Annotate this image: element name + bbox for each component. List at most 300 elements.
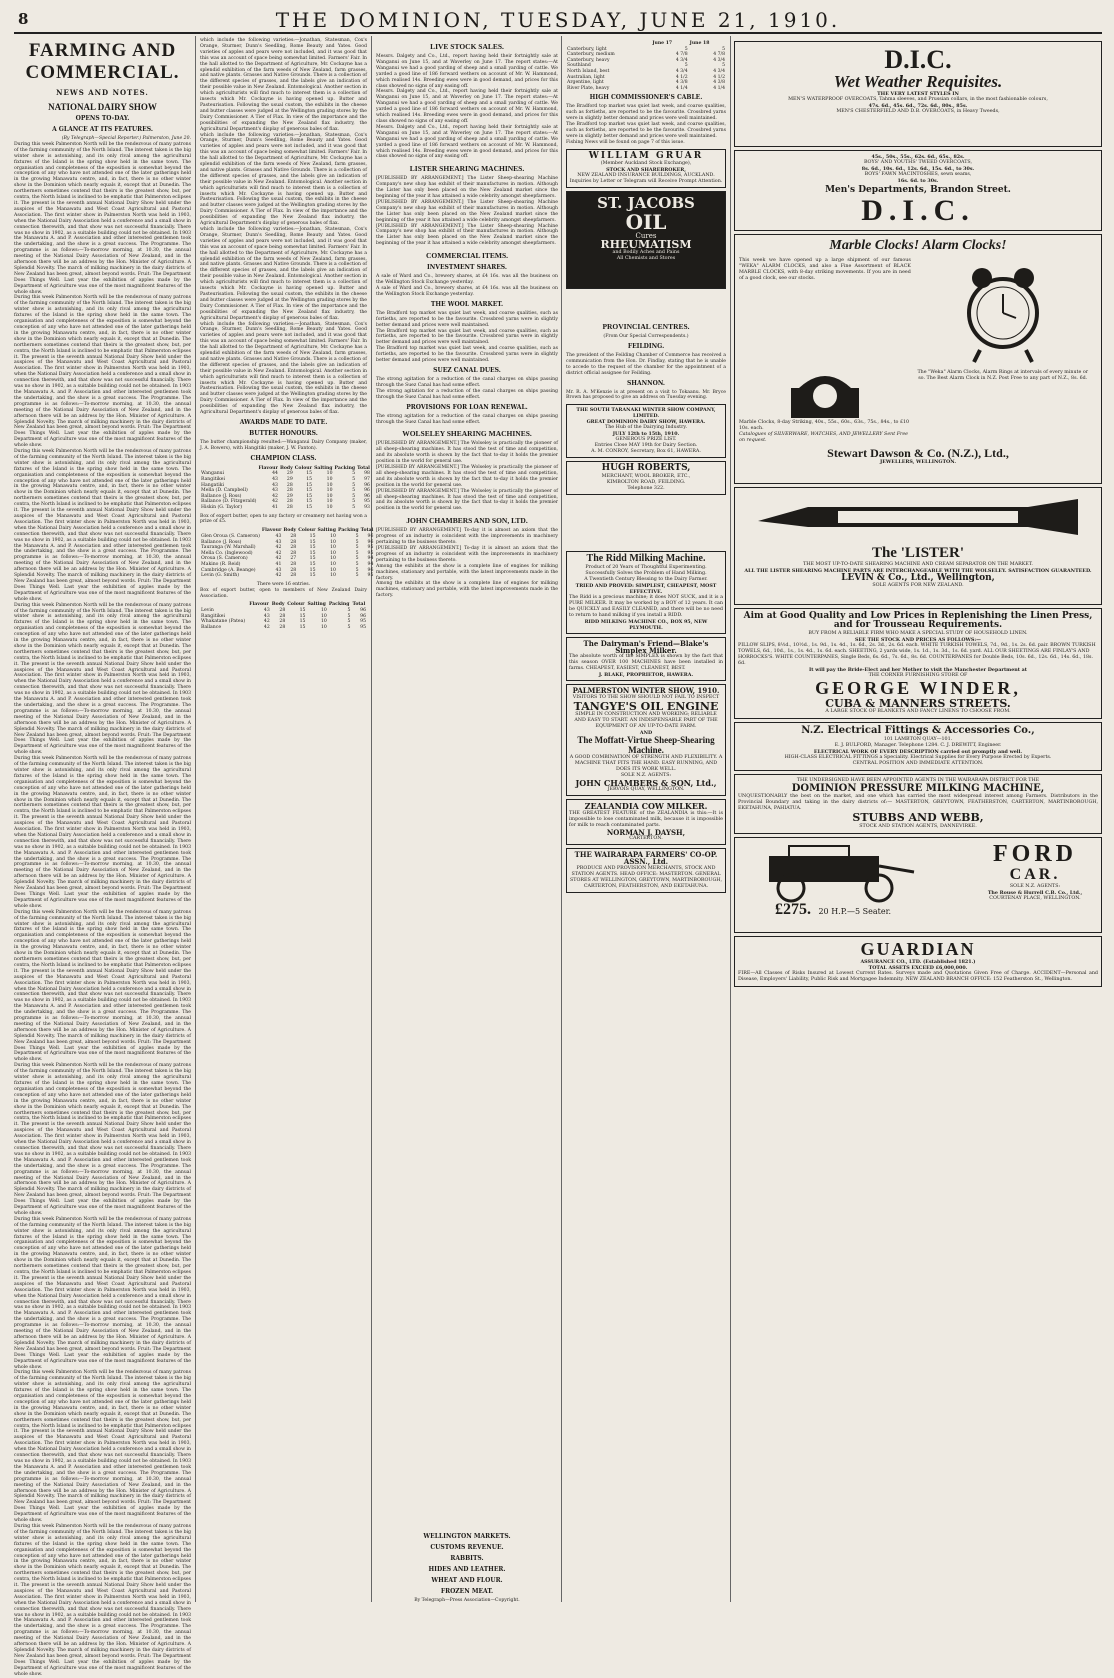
table-cell: 42 — [275, 545, 282, 551]
wool-body-repeat: The Bradford top market was quiet last week, and coarse qualities, such as fortieths, are reported to be the favourite. Crossbred yarns were in slightly better demand and prices were well maintained. — [566, 104, 726, 122]
table-cell: 28 — [286, 504, 293, 510]
article-body-repeat: During this week Palmerston North will be the rendezvous of many patrons of the farming community of the North Island. The interest taken is the big winter show is astonishing, and its only rival among the agricultural fixtures of the Island is the spring show held in the same town. The organisation and completeness of the exposition is somewhat beyond the conception of any who have not attended one of the later gatherings held in the growing Manawatu centre, and, in fact, there is no other winter show in the Dominion which nearly equals it, except that at Dunedin. The northerners sometimes contend that theirs is the greatest show, but, per contra, the North Island is inclined to be emphatic that Palmerston eclipses it. The present is the seventh annual National Dairy Show held under the auspices of the Manawatu and West Coast Agricultural and Pastoral Association. The first winter show in Palmerston North was held in 1903, when the National Dairy Association held a conference and a small show in connection therewith, and that show was not successful financially. There was no show in 1902, as a suitable building could not be obtained. In 1903 the Manawatu A. and P. Association and other interested gentlemen took the undertaking, and the show is a great success. The Programme. The programme is as follows:—To-morrow morning, at 10.30, the annual meeting of the National Dairy Association of New Zealand, and in the afternoon there will be an address by the Hon. Minister of Agriculture. A Splendid Novelty. The march of milking machinery in the dairy districts of New Zealand has been great, almost beyond words. Fruit: The Department Does Things Well. Last year the exhibition of apples made by the Department of Agriculture was one of the most magnificent features of the whole show. — [14, 449, 191, 602]
table-cell: 15 — [299, 608, 306, 614]
wairarapa-title: THE WAIRARAPA FARMERS' CO-OP. ASSN., Ltd. — [574, 850, 718, 867]
table-cell: 28 — [290, 539, 297, 545]
linen-see: SEE THE STOCK AND PRICES AS FOLLOWS:— — [855, 636, 981, 643]
table-cell: 5 — [355, 539, 359, 545]
table-row — [200, 573, 374, 579]
table-header-cell: Colour — [298, 528, 316, 534]
table-cell: 15 — [299, 613, 306, 619]
table-header-cell: Flavour — [261, 528, 282, 534]
table-header-cell: Body — [283, 528, 297, 534]
table-cell: 15 — [306, 488, 313, 494]
article-headline: NATIONAL DAIRY SHOW — [48, 102, 157, 112]
table-cell: 43 — [263, 613, 270, 619]
table-header-cell: Packing — [334, 465, 356, 471]
provincial-column-spacer — [642, 38, 726, 308]
table-cell: 4 3/4 — [675, 68, 688, 74]
table-cell: 95 — [360, 619, 366, 625]
provincial-subtitle: (From Our Special Correspondents.) — [603, 334, 689, 339]
jacobs-line3: Cures — [635, 231, 657, 240]
table-cell: 28 — [290, 545, 297, 551]
wool-title: THE WOOL MARKET. — [430, 300, 504, 308]
ford-addr: COURTENAY PLACE, WELLINGTON. — [989, 895, 1081, 901]
table-header-cell: Body — [271, 602, 285, 608]
table-cell: 28 — [286, 488, 293, 494]
jacobs-line2: OIL — [625, 209, 667, 234]
table-cell: 41 — [272, 504, 278, 510]
dic-line4: BOYS' FAWN MACINTOSHES, sewn seams, — [864, 172, 972, 177]
chambers-body-repeat: [PUBLISHED BY ARRANGEMENT.] To-day it is almost an axiom that the progress of an industry is coincident with the improvements in machinery pertaining to the business thereto. — [376, 546, 558, 563]
chambers-name: JOHN CHAMBERS & SON, Ltd., — [575, 777, 717, 788]
wairarapa-ad — [566, 848, 726, 893]
table-cell: 5 — [355, 561, 359, 567]
table-header-cell: Total — [357, 465, 370, 471]
investment-body: A sale of Ward and Co., brewery shares, at £4 16s. was all the business on the Wellington Stock Exchange yesterday. — [376, 274, 558, 286]
table-cell: 10 — [326, 488, 333, 494]
table-header-cell: Salting — [307, 602, 326, 608]
zealandia-ad — [566, 799, 726, 845]
table-cell: 5 — [352, 482, 356, 488]
table-cell: Hangatiki — [201, 482, 224, 488]
table-cell: North Island, best — [567, 68, 610, 74]
table-header-cell: June 18 — [689, 41, 710, 46]
investment-title: INVESTMENT SHARES. — [427, 264, 507, 272]
lister-body-repeat: [PUBLISHED BY ARRANGEMENT.] The Lister Sheep-shearing Machine Company's new shop has exhibit of their manufactures in motion. Although the Lister has only been placed on the New Zealand market since the beginning of the year it has attained a wide celebrity amongst sheepfarmers. — [376, 223, 558, 247]
table-cell: 94 — [367, 556, 374, 562]
table-cell: Southland — [567, 63, 591, 69]
table-cell: 15 — [299, 624, 306, 630]
lister-ad-title: The 'LISTER' — [871, 544, 965, 561]
table-cell: 15 — [299, 619, 306, 625]
gruar-name: WILLIAM GRUAR — [588, 150, 704, 161]
article-body-repeat: During this week Palmerston North will be the rendezvous of many patrons of the farming community of the North Island. The interest taken is the big winter show is astonishing, and its only rival among the agricultural fixtures of the Island is the spring show held in the same town. The organisation and completeness of the exposition is somewhat beyond the conception of any who have not attended one of the later gatherings held in the growing Manawatu centre, and, in fact, there is no other winter show in the Dominion which nearly equals it, except that at Dunedin. The northerners sometimes contend that theirs is the greatest show, but, per contra, the North Island is inclined to be emphatic that Palmerston eclipses it. The present is the seventh annual National Dairy Show held under the auspices of the Manawatu and West Coast Agricultural and Pastoral Association. The first winter show in Palmerston North was held in 1903, when the National Dairy Association held a conference and a small show in connection therewith, and that show was not successful financially. There was no show in 1902, as a suitable building could not be obtained. In 1903 the Manawatu A. and P. Association and other interested gentlemen took the undertaking, and the show is a great success. The Programme. The programme is as follows:—To-morrow morning, at 10.30, the annual meeting of the National Dairy Association of New Zealand, and in the afternoon there will be an address by the Hon. Minister of Agriculture. A Splendid Novelty. The march of milking machinery in the dairy districts of New Zealand has been great, almost beyond words. Fruit: The Department Does Things Well. Last year the exhibition of apples made by the Department of Agriculture was one of the most magnificent features of the whole show. — [14, 1370, 191, 1524]
section-subtitle: NEWS AND NOTES. — [56, 88, 149, 97]
table-cell: 5 — [347, 608, 351, 614]
column-rule — [371, 36, 372, 1602]
blake-footer: J. BLAKE, PROPRIETOR, HAWERA. — [598, 672, 694, 679]
table-cell: 5 — [352, 477, 356, 482]
ford-price: £275. — [775, 900, 811, 918]
wellington-title: WELLINGTON MARKETS. — [423, 1533, 511, 1540]
box-footer: There were 16 entries. — [256, 581, 311, 587]
clocks-title: Marble Clocks! Alarm Clocks! — [829, 237, 1007, 253]
table-cell: 10 — [320, 624, 327, 630]
electrical-line2: HIGH-CLASS ELECTRICAL FITTINGS a Speciality. Electrical Supplies for Every Purpose Erected by Experts. — [784, 754, 1052, 760]
wairarapa-body: PRODUCE AND PROVISION MERCHANTS, STOCK AND STATION AGENTS. HEAD OFFICE: MASTERTON. GENERAL STORES AT WELLINGTON, GREYTOWN, MARTINBOROUGH, CARTERTON, FEATHERSTON, AND EKETAHUNA. — [569, 865, 723, 889]
article-deck-2: A GLANCE AT ITS FEATURES. — [52, 126, 153, 133]
great-dairy: GREAT DOMINION DAIRY SHOW, HAWERA. — [586, 419, 706, 426]
champion-title: CHAMPION CLASS. — [250, 454, 317, 462]
table-cell: 43 — [275, 539, 282, 545]
table-cell: 42 — [275, 573, 282, 579]
table-cell: 27 — [290, 556, 297, 562]
dic-logo: D.I.C. — [861, 194, 975, 228]
table-cell: 5 — [347, 613, 351, 619]
ford-agents: SOLE N.Z. AGENTS: — [1009, 883, 1061, 889]
table-cell: 4 3/4 — [713, 68, 725, 74]
table-cell: 96 — [367, 567, 374, 573]
table-header-cell: Salting — [317, 528, 336, 534]
ridd-line2: Successfully Solves the Problem of Hand Milking. — [585, 570, 707, 576]
chambers-title: JOHN CHAMBERS AND SON, LTD. — [406, 516, 528, 526]
dic-dept: Men's Departments, Brandon Street. — [825, 185, 1011, 195]
investment-body-repeat: A sale of Ward and Co., brewery shares, at £4 16s. was all the business on the Wellington Stock Exchange yesterday. — [376, 286, 558, 297]
table-header-cell: Body — [279, 465, 293, 471]
hub: The Hub of the Dairying Industry. — [605, 425, 687, 431]
dic-latest: THE VERY LATEST STYLES IN — [877, 91, 959, 98]
linen-ad — [734, 608, 1102, 719]
stubbs-line: STOCK AND STATION AGENTS, DANNEVIRKE. — [859, 823, 977, 829]
table-cell: Whakatane (Patea) — [201, 619, 246, 625]
provincial-title: PROVINCIAL CENTRES. — [602, 322, 690, 331]
table-cell: 5 — [722, 46, 725, 52]
clocks-weka: The "Weka" Alarm Clocks, Alarm Rings at intervals of every minute or so. The Best Alarm Clock in N.Z. Post Free to any part of N.Z., 8s. 6d. — [917, 369, 1089, 381]
linen-list: PILLOW SLIPS, 8½d., 10½d., 1s. 9d., 1s. 4d., 1s. 6d., 2s. 3d., 2s. 6d. each. WHITE TURKISH TOWELS, 7d., 9d., 1s. 2s. 6d. pair. BROWN TURKISH TOWELS, 6d., 10d., 1s., 1s. 4d., 1s. 6d. each. SHEETING, 2 yards wide, 1s. 1d., 1s. 3d., 1s. 6d. yard. ALL OUR SHEETINGS ARE FINLAY'S AND HORROCKS'S. WHITE COUNTERPANES, Single Beds, 6s. 6d., 7s. 6d., 8s. 6d. COUNTERPANES for Double Beds, 10s. 6d., 12s. 6d., 14s. 6d., 18s. 6d. — [738, 642, 1096, 666]
jacobs-line6: All Chemists and Stores — [616, 256, 676, 262]
table-cell: 4 3/4 — [675, 57, 688, 63]
awards-title: AWARDS MADE TO DATE. — [239, 419, 328, 426]
article-deck: OPENS TO-DAY. — [75, 115, 130, 122]
ridd-title: The Ridd Milking Machine. — [586, 553, 706, 564]
clocks-catalogue: Catalogues of SILVERWARE, WATCHES, AND JEWELLERY Sent Free on request. — [739, 431, 908, 443]
article-body-repeat: During this week Palmerston North will be the rendezvous of many patrons of the farming community of the North Island. The interest taken is the big winter show is astonishing, and its only rival among the agricultural fixtures of the Island is the spring show held in the same town. The organisation and completeness of the exposition is somewhat beyond the conception of any who have not attended one of the later gatherings held in the growing Manawatu centre, and, in fact, there is no other winter show in the Dominion which nearly equals it, except that at Dunedin. The northerners sometimes contend that theirs is the greatest show, but, per contra, the North Island is inclined to be emphatic that Palmerston eclipses it. The present is the seventh annual National Dairy Show held under the auspices of the Manawatu and West Coast Agricultural and Pastoral Association. The first winter show in Palmerston North was held in 1903, when the National Dairy Association held a conference and a small show in connection therewith, and that show was not successful financially. There was no show in 1902, as a suitable building could not be obtained. In 1903 the Manawatu A. and P. Association and other interested gentlemen took the undertaking, and the show is a great success. The Programme. The programme is as follows:—To-morrow morning, at 10.30, the annual meeting of the National Dairy Association of New Zealand, and in the afternoon there will be an address by the Hon. Minister of Agriculture. A Splendid Novelty. The march of milking machinery in the dairy districts of New Zealand has been great, almost beyond words. Fruit: The Department Does Things Well. Last year the exhibition of apples made by the Department of Agriculture was one of the most magnificent features of the whole show. — [14, 1063, 191, 1216]
marble-clock-icon — [739, 370, 911, 420]
table-cell: 43 — [275, 567, 282, 573]
blake-body: The absolute worth of the SIMPLEX is shown by the fact that this season OVER 100 MACHINES have been installed in farms. CHEAPEST, EASIEST, CLEANEST, BEST. — [569, 654, 723, 672]
guardian-assets: TOTAL ASSETS EXCEED £6,000,000. — [868, 964, 968, 971]
dominion-intro: THE UNDERSIGNED HAVE BEEN APPOINTED AGENTS IN THE WAIRARAPA DISTRICT FOR THE — [796, 777, 1040, 783]
stubbs-name: STUBBS AND WEBB, — [852, 811, 984, 825]
article-body-repeat: During this week Palmerston North will be the rendezvous of many patrons of the farming community of the North Island. The interest taken is the big winter show is astonishing, and its only rival among the agricultural fixtures of the Island is the spring show held in the same town. The organisation and completeness of the exposition is somewhat beyond the conception of any who have not attended one of the later gatherings held in the growing Manawatu centre, and, in fact, there is no other winter show in the Dominion which nearly equals it, except that at Dunedin. The northerners sometimes contend that theirs is the greatest show, but, per contra, the North Island is inclined to be emphatic that Palmerston eclipses it. The present is the seventh annual National Dairy Show held under the auspices of the Manawatu and West Coast Agricultural and Pastoral Association. The first winter show in Palmerston North was held in 1903, when the National Dairy Association held a conference and a small show in connection therewith, and that show was not successful financially. There was no show in 1902, as a suitable building could not be obtained. In 1903 the Manawatu A. and P. Association and other interested gentlemen took the undertaking, and the show is a great success. The Programme. The programme is as follows:—To-morrow morning, at 10.30, the annual meeting of the National Dairy Association of New Zealand, and in the afternoon there will be an address by the Hon. Minister of Agriculture. A Splendid Novelty. The march of milking machinery in the dairy districts of New Zealand has been great, almost beyond words. Fruit: The Department Does Things Well. Last year the exhibition of apples made by the Department of Agriculture was one of the most magnificent features of the whole show. — [14, 295, 191, 449]
moffatt-agents: SOLE N.Z. AGENTS: — [620, 772, 672, 778]
article-body-repeat: During this week Palmerston North will be the rendezvous of many patrons of the farming community of the North Island. The interest taken is the big winter show is astonishing, and its only rival among the agricultural fixtures of the Island is the spring show held in the same town. The organisation and completeness of the exposition is somewhat beyond the conception of any who have not attended one of the later gatherings held in the growing Manawatu centre, and, in fact, there is no other winter show in the Dominion which nearly equals it, except that at Dunedin. The northerners sometimes contend that theirs is the greatest show, but, per contra, the North Island is inclined to be emphatic that Palmerston eclipses it. The present is the seventh annual National Dairy Show held under the auspices of the Manawatu and West Coast Agricultural and Pastoral Association. The first winter show in Palmerston North was held in 1903, when the National Dairy Association held a conference and a small show in connection therewith, and that show was not successful financially. There was no show in 1902, as a suitable building could not be obtained. In 1903 the Manawatu A. and P. Association and other interested gentlemen took the undertaking, and the show is a great success. The Programme. The programme is as follows:—To-morrow morning, at 10.30, the annual meeting of the National Dairy Association of New Zealand, and in the afternoon there will be an address by the Hon. Minister of Agriculture. A Splendid Novelty. The march of milking machinery in the dairy districts of New Zealand has been great, almost beyond words. Fruit: The Department Does Things Well. Last year the exhibition of apples made by the Department of Agriculture was one of the most magnificent features of the whole show. — [14, 756, 191, 909]
table-cell: 5 — [355, 545, 359, 551]
moffatt-body: A GOOD COMBINATION OF STRENGTH AND FLEXIBILITY. A MACHINE THAT FITS THE HAND. EASY RUNNING, AND DOES ITS WORK WELL. — [569, 754, 723, 772]
electrical-line3: CENTRAL POSITION AND IMMEDIATE ATTENTION. — [852, 760, 984, 766]
table-cell: 43 — [272, 488, 278, 494]
dates: JULY 12th to 15th, 1910. — [612, 431, 680, 438]
table-cell: 10 — [330, 567, 336, 573]
butter-intro: The butter championship resulted:—Wanganui Dairy Company (maker, J. A. Bowers), with Hangitiki (maker, J. W. Fanton). — [200, 440, 367, 451]
table-cell: 5 — [355, 533, 359, 539]
ford-ad — [734, 837, 1102, 933]
butter-title: BUTTER HONOURS. — [249, 430, 318, 437]
lister-title: LISTER SHEARING MACHINES. — [409, 164, 525, 174]
table-cell: Hiskin (G. Taylor) — [201, 504, 242, 510]
table-cell: 15 — [306, 482, 313, 488]
ford-seater: 20 H.P.—5 Seater. — [818, 906, 892, 916]
table-cell: 5 — [355, 550, 359, 556]
dic-price3: 8s. 6d., 10s. 6d., 12s. 6d., 15s. 6d., to 30s. — [861, 166, 975, 172]
blake-title: The Dairyman's Friend—Blake's Simplex Milker. — [583, 638, 709, 655]
table-cell: 28 — [290, 573, 297, 579]
table-cell: Canterbury, light — [567, 46, 607, 52]
bottom-body: Among the exhibits at the show is a complete line of engines for milking machines, stationary and portable, with the latest improvements made in the factory. — [376, 563, 558, 581]
table-cell: 43 — [263, 608, 270, 614]
table-cell: 4 3/8 — [713, 80, 725, 86]
zealandia-body: THE GREATEST FEATURE of the ZEALANDIA is this:—It is impossible to lose contaminated milk, because it is impossible for milk to reach contaminated parts. — [569, 810, 723, 828]
table-header-cell: Colour — [287, 602, 305, 608]
table-cell: 5 — [352, 499, 356, 505]
table-header-cell: Salting — [314, 465, 333, 471]
table-cell: 10 — [330, 545, 336, 551]
ford-line2: CAR. — [1009, 865, 1061, 883]
livestock-body-repeat: Messrs. Dalgety and Co., Ltd., report having held their fortnightly sale at Wanganui on June 15, and at Waverley on June 17. The report states:—At Wanganui we had a good yarding of sheep and a small yarding of cattle. We yarded a good line of 186 forward wethers on account of Mr. W. Hammond, which realised 14s. Breeding ewes were in good demand, and prices for this class showed no signs of any easing off. — [376, 124, 558, 160]
tangye-title: TANGYE'S OIL ENGINE — [573, 699, 719, 713]
dominion-body: UNQUESTIONABLY the best on the market, and one which has carried the most widespread interest among Farmers. Distributors in the Provincial Boundary and taking in the dairy districts of:— MASTERTON, GREYTOWN, FEATHERSTON, CARTERTON, MARTINBOROUGH, EKETAHUNA, PAHIATUA. — [738, 794, 1098, 812]
table-cell: 95 — [360, 624, 366, 630]
hides-title: HIDES AND LEATHER. — [428, 1566, 506, 1573]
table-header-cell: Flavour — [258, 465, 278, 471]
table-cell: 96 — [364, 482, 370, 488]
table-header-cell: Packing — [328, 602, 350, 608]
column-awards — [200, 38, 374, 1602]
table-cell: 15 — [306, 499, 313, 505]
ridd-line1: Product of 20 Years of Thoughtful Experimenting. — [585, 564, 707, 570]
table-cell: Canterbury, heavy — [567, 57, 610, 63]
table-cell: 10 — [330, 533, 336, 539]
table-header-cell: June 17 — [652, 41, 673, 46]
wool-body: The Bradford top market was quiet last week, and coarse qualities, such as fortieths, are reported to be the favourite. Crossbred yarns were in slightly better demand and prices were well maintained. — [376, 310, 558, 328]
motor-car-icon — [739, 842, 939, 907]
table-cell: 4 7/8 — [713, 52, 725, 58]
column-advertisements — [734, 38, 1102, 1602]
table-cell: 96 — [364, 488, 370, 494]
box-note: Box of export butter, open to any factory or creamery not having won a prize of £5. — [200, 513, 367, 525]
table-cell: 97 — [364, 477, 370, 482]
prize: GENEROUS PRIZE LIST. — [615, 437, 677, 443]
table-cell: 5 — [355, 573, 359, 579]
table-cell: 5 — [355, 567, 359, 573]
table-cell: 15 — [306, 493, 313, 499]
table-cell: 15 — [306, 477, 313, 482]
table-cell: Ballance — [201, 624, 222, 630]
table-cell: 10 — [326, 493, 333, 499]
table-cell: 10 — [326, 482, 333, 488]
table-cell: 28 — [286, 499, 293, 505]
ford-line1: FORD — [993, 840, 1077, 867]
table-cell: Mella Co. (Inglewood) — [201, 550, 253, 556]
table-cell: Ballance (D. Fitzgerald) — [201, 499, 257, 505]
lister-sole: SOLE AGENTS FOR NEW ZEALAND. — [872, 583, 964, 589]
box-table — [200, 528, 374, 578]
table-cell: 42 — [272, 493, 278, 499]
column-farming — [14, 38, 191, 1677]
suez-body-repeat: The strong agitation for a reduction of the canal charges on ships passing through the Suez Canal has had some effect. — [376, 413, 558, 425]
table-cell: 4 1/4 — [713, 85, 725, 91]
table-cell: 15 — [309, 533, 316, 539]
tangye-body: SIMPLE IN CONSTRUCTION AND WORKING; RELIABLE AND EASY TO START. AN INDISPENSABLE PART OF THE EQUIPMENT OF AN UP-TO-DATE FARM. — [574, 712, 718, 730]
table-cell: 5 — [722, 63, 725, 69]
chambers-addr: JERVOIS QUAY, WELLINGTON. — [607, 787, 685, 793]
table-cell: Levin — [201, 608, 214, 614]
clocks-ad — [734, 234, 1102, 484]
page-number: 8 — [18, 10, 29, 28]
shearing-handpiece-icon — [738, 491, 1098, 546]
table-header-cell: Packing — [337, 528, 359, 534]
table-cell: 5 — [352, 493, 356, 499]
article-body: which include the following varieties:—Jonathan, Statesman, Cox's Orange, Sturmer, Dunn's Seedling, Rome Beauty and Yates. Good varieties of apples and pears were not included, and it was good that this was an account of space being somewhat limited. Farmers' Fair. In the hall allotted to the Department of Agriculture, Mr. Cockayne has a splendid exhibition of the farm weeds of New Zealand, farm grasses, and native plants. Grasses and Native Grounds. There is a collection of the different species of grasses, and the labels give an indication of their possible value in New Zealand. Entomological. Another section in which agriculturists will find much to interest them is a collection of insects which Mr. Cockayne is having opened up. Butter and Pasteurisation. Following the usual custom, the exhibits in the cheese and butter classes were judged at the Wellington grading stores by the Dairy Commissioner. A Tier of Flax. In view of the importance and the possibilities of expanding the New Zealand flax industry, the Agricultural Department's display of generous bales of flax. — [200, 38, 367, 132]
feilding-title: FEILDING. — [627, 342, 665, 350]
wolseley-body-repeat: [PUBLISHED BY ARRANGEMENT.] The Wolseley is practically the pioneer of all sheep-shearing machines. It has stood the test of time and competition, and its absolute worth is shown by the fact that to-day it holds the premier position in the world for general use. — [376, 465, 558, 488]
table-cell: 15 — [306, 471, 313, 477]
table-cell: 15 — [306, 504, 313, 510]
chambers-body: [PUBLISHED BY ARRANGEMENT.] To-day it is almost an axiom that the progress of an industry is coincident with the improvements in machinery pertaining to the business thereto. — [376, 528, 558, 546]
palmerston-ad — [566, 684, 726, 796]
table-cell: 28 — [290, 533, 297, 539]
table-header-cell: Total — [352, 602, 366, 608]
table-cell: 29 — [286, 493, 293, 499]
table-cell: River Plate, heavy — [567, 85, 610, 91]
table-cell: Makino (R. Reid) — [201, 561, 241, 567]
table-cell: 28 — [279, 619, 286, 625]
table-cell: 15 — [309, 573, 316, 579]
table-cell: 95 — [364, 499, 370, 505]
roberts-addr: KIMBOLTON ROAD, FEILDING. — [606, 479, 686, 485]
alarm-clock-icon — [917, 258, 1089, 368]
guardian-body: FIRE—All Classes of Risks Insured at Lowest Current Rates. Surveys made and Quotations Given Free of Charge. ACCIDENT—Personal and Disease, Employers' Liability, Public Risk and Mortgagee Indemnity. NEW ZEALAND BRANCH OFFICE: 152 Featherston St., Wellington. — [738, 970, 1098, 982]
table-cell: 42 — [275, 550, 282, 556]
guardian-ad — [734, 936, 1102, 987]
section-title: FARMING AND COMMERCIAL. — [25, 40, 180, 83]
wool-body-repeat: The Bradford top market was quiet last week, and coarse qualities, such as fortieths, are reported to be the favourite. Crossbred yarns were in slightly better demand and prices were well maintained. — [376, 346, 558, 364]
provincial-section — [566, 318, 726, 546]
table-cell: 10 — [330, 561, 336, 567]
linen-pay: It will pay the Bride-Elect and her Mother to visit the Manchester Department at — [809, 666, 1027, 673]
clocks-marble: Marble Clocks, 8-day Striking, 40s., 55s., 60s., 63s., 75s., 84s., to £10 10s. each. — [739, 419, 910, 431]
table-cell: Canterbury, medium — [567, 52, 615, 58]
livestock-body: Messrs. Dalgety and Co., Ltd., report having held their fortnightly sale at Wanganui on June 15, and at Waverley on June 17. The report states:—At Wanganui we had a good yarding of sheep and a small yarding of cattle. We yarded a good line of 186 forward wethers on account of Mr. W. Hammond, which realised 14s. Breeding ewes were in good demand, and prices for this class showed no signs of any easing off. — [376, 54, 558, 89]
fishing-note: Fishing News will be found on page 7 of this issue. — [566, 139, 685, 145]
roberts-ad — [566, 461, 726, 494]
table-cell: 96 — [364, 493, 370, 499]
newspaper-title: THE DOMINION, TUESDAY, JUNE 21, 1910. — [275, 8, 841, 32]
article-body-repeat: During this week Palmerston North will be the rendezvous of many patrons of the farming community of the North Island. The interest taken is the big winter show is astonishing, and its only rival among the agricultural fixtures of the Island is the spring show held in the same town. The organisation and completeness of the exposition is somewhat beyond the conception of any who have not attended one of the later gatherings held in the growing Manawatu centre, and, in fact, there is no other winter show in the Dominion which nearly equals it, except that at Dunedin. The northerners sometimes contend that theirs is the greatest show, but, per contra, the North Island is inclined to be emphatic that Palmerston eclipses it. The present is the seventh annual National Dairy Show held under the auspices of the Manawatu and West Coast Agricultural and Pastoral Association. The first winter show in Palmerston North was held in 1903, when the National Dairy Association held a conference and a small show in connection therewith, and that show was not successful financially. There was no show in 1902, as a suitable building could not be obtained. In 1903 the Manawatu A. and P. Association and other interested gentlemen took the undertaking, and the show is a great success. The Programme. The programme is as follows:—To-morrow morning, at 10.30, the annual meeting of the National Dairy Association of New Zealand, and in the afternoon there will be an address by the Hon. Minister of Agriculture. A Splendid Novelty. The march of milking machinery in the dairy districts of New Zealand has been great, almost beyond words. Fruit: The Department Does Things Well. Last year the exhibition of apples made by the Department of Agriculture was one of the most magnificent features of the whole show. — [14, 909, 191, 1063]
table-cell: 5 — [352, 471, 356, 477]
table-cell: 10 — [320, 619, 327, 625]
table-cell: 5 — [684, 63, 688, 69]
roberts-tel: Telephone 322. — [627, 485, 665, 491]
table-cell: 4 7/8 — [675, 52, 688, 58]
table-cell: 43 — [272, 482, 278, 488]
dic-line2: MEN'S CHESTERFIELD AND D.B. OVERCOATS, in Heavy Tweeds, — [836, 109, 1000, 115]
dic-title: D.I.C. — [884, 45, 952, 74]
table-cell: 10 — [330, 550, 336, 556]
article-body-repeat: During this week Palmerston North will be the rendezvous of many patrons of the farming community of the North Island. The interest taken is the big winter show is astonishing, and its only rival among the agricultural fixtures of the Island is the spring show held in the same town. The organisation and completeness of the exposition is somewhat beyond the conception of any who have not attended one of the later gatherings held in the growing Manawatu centre, and, in fact, there is no other winter show in the Dominion which nearly equals it, except that at Dunedin. The northerners sometimes contend that theirs is the greatest show, but, per contra, the North Island is inclined to be emphatic that Palmerston eclipses it. The present is the seventh annual National Dairy Show held under the auspices of the Manawatu and West Coast Agricultural and Pastoral Association. The first winter show in Palmerston North was held in 1903, when the National Dairy Association held a conference and a small show in connection therewith, and that show was not successful financially. There was no show in 1902, as a suitable building could not be obtained. In 1903 the Manawatu A. and P. Association and other interested gentlemen took the undertaking, and the show is a great success. The Programme. The programme is as follows:—To-morrow morning, at 10.30, the annual meeting of the National Dairy Association of New Zealand, and in the afternoon there will be an address by the Hon. Minister of Agriculture. A Splendid Novelty. The march of milking machinery in the dairy districts of New Zealand has been great, almost beyond words. Fruit: The Department Does Things Well. Last year the exhibition of apples made by the Department of Agriculture was one of the most magnificent features of the whole show. — [14, 1523, 191, 1677]
table-cell: 5 — [684, 46, 688, 52]
ford-firm: The Rouse & Hurrell C.B. Co., Ltd., — [987, 889, 1083, 896]
column-markets — [376, 38, 558, 1602]
guardian-name: GUARDIAN — [860, 938, 976, 959]
dominion-machine-ad — [734, 774, 1102, 834]
box2-table — [200, 602, 367, 630]
palmerston-title: PALMERSTON WINTER SHOW, 1910. — [572, 686, 720, 696]
jacobs-line1: ST. JACOBS — [597, 194, 695, 213]
table-cell: 28 — [290, 567, 297, 573]
secretary: A. M. CONROY, Secretary, Box 61, HAWERA. — [591, 449, 701, 455]
bottom-body-repeat: Among the exhibits at the show is a complete line of engines for milking machines, stationary and portable, with the latest improvements made in the factory. — [376, 581, 558, 599]
table-cell: 15 — [309, 545, 316, 551]
table-cell: 10 — [326, 471, 333, 477]
lister-guarantee: ALL THE LISTER SHEARING MACHINE PARTS ARE INTERCHANGEABLE WITH THE WOLSELEY. SATISFACTION GUARANTEED. — [744, 567, 1092, 574]
gruar-line2: STOCK AND SHAREBROKER, — [606, 167, 686, 174]
dominion-title: DOMINION PRESSURE MILKING MACHINE, — [791, 782, 1045, 794]
ridd-footer: RIDD MILKING MACHINE CO., BOX 95, NEW PLYMOUTH. — [584, 618, 708, 631]
article-body-repeat: During this week Palmerston North will be the rendezvous of many patrons of the farming community of the North Island. The interest taken is the big winter show is astonishing, and its only rival among the agricultural fixtures of the Island is the spring show held in the same town. The organisation and completeness of the exposition is somewhat beyond the conception of any who have not attended one of the later gatherings held in the growing Manawatu centre, and, in fact, there is no other winter show in the Dominion which nearly equals it, except that at Dunedin. The northerners sometimes contend that theirs is the greatest show, but, per contra, the North Island is inclined to be emphatic that Palmerston eclipses it. The present is the seventh annual National Dairy Show held under the auspices of the Manawatu and West Coast Agricultural and Pastoral Association. The first winter show in Palmerston North was held in 1903, when the National Dairy Association held a conference and a small show in connection therewith, and that show was not successful financially. There was no show in 1902, as a suitable building could not be obtained. In 1903 the Manawatu A. and P. Association and other interested gentlemen took the undertaking, and the show is a great success. The Programme. The programme is as follows:—To-morrow morning, at 10.30, the annual meeting of the National Dairy Association of New Zealand, and in the afternoon there will be an address by the Hon. Minister of Agriculture. A Splendid Novelty. The march of milking machinery in the dairy districts of New Zealand has been great, almost beyond words. Fruit: The Department Does Things Well. Last year the exhibition of apples made by the Department of Agriculture was one of the most magnificent features of the whole show. — [14, 1216, 191, 1370]
column-rule — [195, 36, 196, 1602]
table-cell: 29 — [286, 477, 293, 482]
commercial-title: COMMERCIAL ITEMS. — [425, 251, 509, 261]
linen-title: Aim at Good Quality and Low Prices in Replenishing the Linen Press, and for Trousseau Requirements. — [743, 610, 1093, 631]
table-cell: 44 — [272, 471, 278, 477]
wolseley-body: [PUBLISHED BY ARRANGEMENT.] The Wolseley is practically the pioneer of all sheep-shearing machines. It has stood the test of time and competition, and its absolute worth is shown by the fact that to-day it holds the premier position in the world for general use. — [376, 441, 558, 465]
table-cell: 10 — [320, 608, 327, 614]
provisions-title: PROVISIONS FOR LOAN RENEWAL. — [406, 403, 528, 411]
column-rule — [561, 36, 562, 1602]
table-cell: 96 — [360, 608, 366, 614]
table-cell: 15 — [309, 539, 316, 545]
roberts-line: MERCHANT, WOOL BROKER, ETC., — [601, 473, 691, 479]
table-cell: 28 — [286, 482, 293, 488]
wool-body-repeat: The Bradford top market was quiet last week, and coarse qualities, such as fortieths, are reported to be the favourite. Crossbred yarns were in slightly better demand and prices were well maintained. — [566, 122, 726, 139]
article-body: During this week Palmerston North will be the rendezvous of many patrons of the farming community of the North Island. The interest taken is the big winter show is astonishing, and its only rival among the agricultural fixtures of the Island is the spring show held in the same town. The organisation and completeness of the exposition is somewhat beyond the conception of any who have not attended one of the later gatherings held in the growing Manawatu centre, and, in fact, there is no other winter show in the Dominion which nearly equals it, except that at Dunedin. The northerners sometimes contend that theirs is the greatest show, but, per contra, the North Island is inclined to be emphatic that Palmerston eclipses it. The present is the seventh annual National Dairy Show held under the auspices of the Manawatu and West Coast Agricultural and Pastoral Association. The first winter show in Palmerston North was held in 1903, when the National Dairy Association held a conference and a small show in connection therewith, and that show was not successful financially. There was no show in 1902, as a suitable building could not be obtained. In 1903 the Manawatu A. and P. Association and other interested gentlemen took the undertaking, and the show is a great success. The Programme. The programme is as follows:—To-morrow morning, at 10.30, the annual meeting of the National Dairy Association of New Zealand, and in the afternoon there will be an address by the Hon. Minister of Agriculture. A Splendid Novelty. The march of milking machinery in the dairy districts of New Zealand has been great, almost beyond words. Fruit: The Department Does Things Well. Last year the exhibition of apples made by the Department of Agriculture was one of the most magnificent features of the whole show. — [14, 141, 191, 295]
gruar-line1: (Member Auckland Stock Exchange), — [600, 161, 692, 167]
table-cell: 96 — [367, 539, 374, 545]
column-4-ads — [566, 548, 726, 1602]
gruar-line3: NEW ZEALAND INSURANCE BUILDINGS, AUCKLAND. — [577, 173, 715, 179]
table-cell: Rangitikei — [201, 477, 225, 482]
table-cell: 95 — [367, 550, 374, 556]
table-cell: 42 — [263, 624, 270, 630]
table-cell: Tauranga (W. Marshall) — [201, 545, 256, 551]
lister-agents: LEVIN & Co., Ltd., Wellington, — [841, 572, 995, 583]
table-cell: 4 1/2 — [713, 74, 725, 80]
table-cell: 28 — [279, 624, 286, 630]
table-cell: 28 — [290, 550, 297, 556]
table-cell: 28 — [279, 608, 286, 614]
shannon-body: Mr. R. A. M'Kenzie is at present on a visit to Tokaanu. Mr. Bryce Brown has proposed to give an address on Tuesday evening. — [566, 389, 726, 401]
winder-stock: A LARGE STOCK OF BLANKETS AND FANCY LINENS TO CHOOSE FROM. — [825, 709, 1011, 715]
guardian-co: ASSURANCE CO., LTD. (Established 1821.) — [860, 958, 976, 965]
table-cell: 95 — [367, 545, 374, 551]
table-cell: Wanganui — [201, 471, 225, 477]
table-cell: 98 — [364, 471, 370, 477]
masthead — [14, 6, 1102, 34]
table-cell: Ballance (J. Ross) — [201, 493, 242, 499]
column-rule — [730, 36, 731, 1602]
table-cell: 10 — [326, 499, 333, 505]
suez-body-repeat: The strong agitation for a reduction of the canal charges on ships passing through the Suez Canal has had some effect. — [376, 388, 558, 400]
table-cell: 94 — [367, 561, 374, 567]
table-cell: 10 — [330, 556, 336, 562]
frozen-subtitle: By Telegraph—Press Association—Copyright. — [414, 1598, 520, 1603]
article-body-repeat: which include the following varieties:—Jonathan, Statesman, Cox's Orange, Sturmer, Dunn's Seedling, Rome Beauty and Yates. Good varieties of apples and pears were not included, and it was good that this was an account of space being somewhat limited. Farmers' Fair. In the hall allotted to the Department of Agriculture, Mr. Cockayne has a splendid exhibition of the farm weeds of New Zealand, farm grasses, and native plants. Grasses and Native Grounds. There is a collection of the different species of grasses, and the labels give an indication of their possible value in New Zealand. Entomological. Another section in which agriculturists will find much to interest them is a collection of insects which Mr. Cockayne is having opened up. Butter and Pasteurisation. Following the usual custom, the exhibits in the cheese and butter classes were judged at the Wellington grading stores by the Dairy Commissioner. A Tier of Flax. In view of the importance and the possibilities of expanding the New Zealand flax industry, the Agricultural Department's display of generous bales of flax. — [200, 132, 367, 227]
table-cell: 4 1/4 — [675, 85, 688, 91]
table-cell: 5 — [352, 504, 356, 510]
table-cell: 5 — [352, 488, 356, 494]
table-cell: Ballance (J. Ross) — [201, 539, 242, 545]
ridd-body: The Ridd is a precious machine; it does NOT SUCK, and it is a PURE MILKER. It may be worked by a BOY of 12 years. It can be QUICKLY and EASILY CLEANED, and there will be no need to return to hand milking if you install a RIDD. — [569, 594, 723, 618]
spacer-5 — [566, 38, 567, 39]
entries: Entries Close MAY 19th for Dairy Section. — [594, 443, 698, 449]
table-header-cell: Colour — [294, 465, 313, 471]
table-row — [200, 505, 371, 511]
lister-ad-sub: THE MOST UP-TO-DATE SHEARING MACHINE AND CREAM SEPARATOR ON THE MARKET. — [803, 561, 1033, 567]
palmerston-sub: VISITORS TO THE SHOW SHOULD NOT FAIL TO INSPECT — [572, 694, 720, 700]
table-cell: 42 — [275, 556, 282, 562]
